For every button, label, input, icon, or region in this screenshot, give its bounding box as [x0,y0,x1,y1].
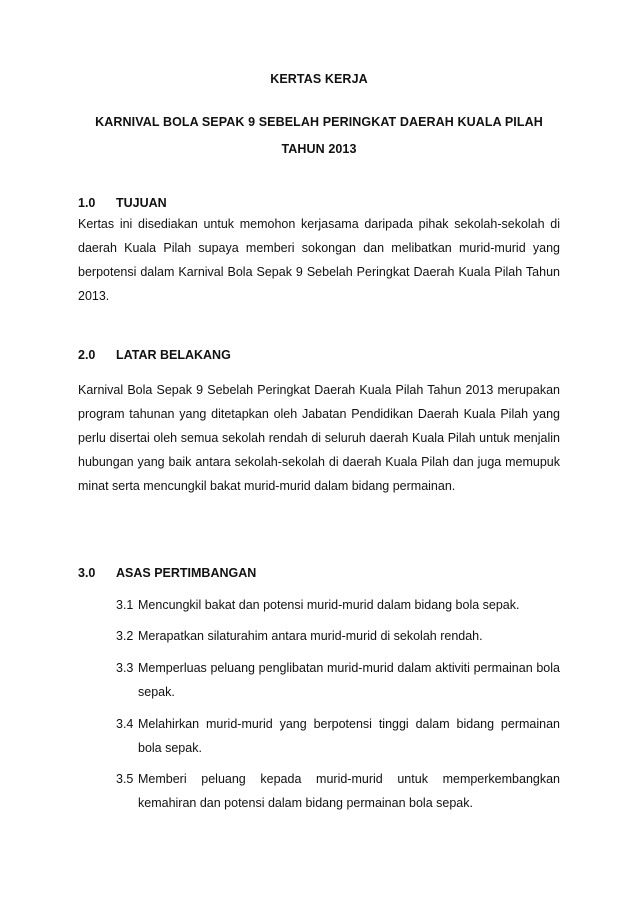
list-item-number: 3.3 [116,661,134,675]
section-heading-asas-pertimbangan [78,566,256,580]
list-item [116,712,560,760]
list-item-number: 3.5 [116,772,134,786]
list-item [116,656,560,704]
section-number: 2.0 [78,348,96,362]
section-title: TUJUAN [116,196,167,210]
list-item [116,624,560,648]
section-body-latar-belakang: Karnival Bola Sepak 9 Sebelah Peringkat Daerah Kuala Pilah Tahun 2013 merupakan program tahunan yang ditetapkan oleh Jabatan Pendidikan Daerah Kuala Pilah yang perlu disertai oleh semua sekolah rendah di seluruh daerah Kuala Pilah untuk menjalin hubungan yang baik antara sekolah-sekolah di daerah Kuala Pilah dan juga memupuk minat serta mencungkil bakat murid-murid dalam bidang permainan. [78,383,560,493]
section-heading-tujuan [78,196,167,210]
section-title: LATAR BELAKANG [116,348,231,362]
document-year: TAHUN 2013 [281,142,357,156]
section-number: 1.0 [78,196,96,210]
list-item-text: Memperluas peluang penglibatan murid-murid dalam aktiviti permainan bola sepak. [138,661,560,699]
list-item [116,767,560,815]
list-item-number: 3.1 [116,598,134,612]
section-heading-latar-belakang [78,348,231,362]
list-item-number: 3.4 [116,717,134,731]
document-title: KERTAS KERJA [270,72,368,86]
list-item-number: 3.2 [116,629,134,643]
section-body-tujuan: Kertas ini disediakan untuk memohon kerjasama daripada pihak sekolah-sekolah di daerah Kuala Pilah supaya memberi sokongan dan melibatkan murid-murid yang berpotensi dalam Karnival Bola Sepak 9 Sebelah Peringkat Daerah Kuala Pilah Tahun 2013. [78,217,560,303]
list-item-text: Merapatkan silaturahim antara murid-murid di sekolah rendah. [138,629,483,643]
list-item-text: Mencungkil bakat dan potensi murid-murid dalam bidang bola sepak. [138,598,520,612]
list-item-text: Melahirkan murid-murid yang berpotensi tinggi dalam bidang permainan bola sepak. [138,717,560,755]
section-title: ASAS PERTIMBANGAN [116,566,257,580]
section-number: 3.0 [78,566,96,580]
list-item [116,593,560,617]
document-subtitle: KARNIVAL BOLA SEPAK 9 SEBELAH PERINGKAT DAERAH KUALA PILAH [95,115,543,129]
list-item-text: Memberi peluang kepada murid-murid untuk memperkembangkan kemahiran dan potensi dalam bidang permainan bola sepak. [138,772,560,810]
